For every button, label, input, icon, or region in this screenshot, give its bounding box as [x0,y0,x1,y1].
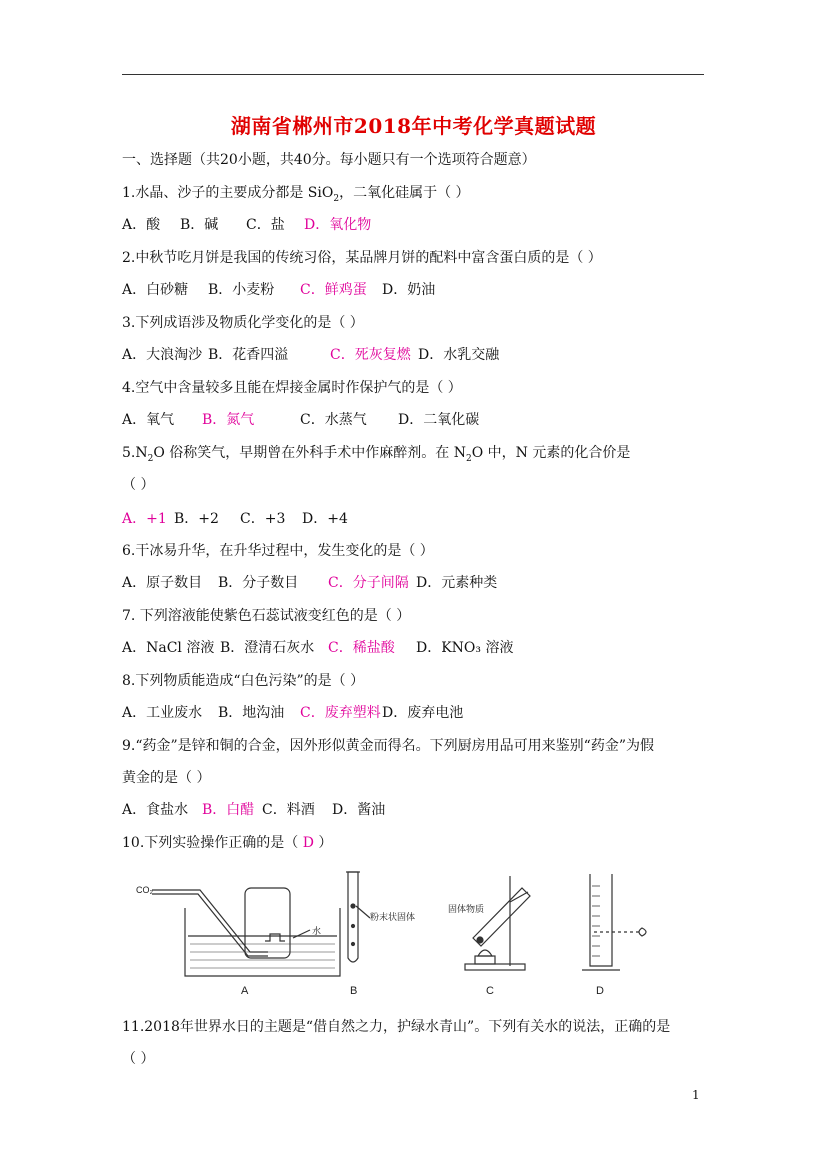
question-10-text-b: ） [313,835,333,851]
option-d: D．元素种类 [416,575,498,591]
apparatus-d [582,874,646,970]
question-9: 9.“药金”是锌和铜的合金，因外形似黄金而得名。下列厨房用品可用来鉴别“药金”为假 [122,738,654,754]
question-6-options [122,573,497,593]
question-1 [122,183,470,209]
option-a: A．酸 [122,217,161,233]
option-a: A．原子数目 [122,575,203,591]
question-9-options [122,800,385,820]
lab-apparatus-figure [130,866,670,1000]
option-c-answer: C．分子间隔 [328,575,409,591]
header-rule [122,74,704,75]
option-b: B．碱 [180,217,219,233]
question-2: 2.中秋节吃月饼是我国的传统习俗，某品牌月饼的配料中富含蛋白质的是（ ） [122,250,602,266]
label-c: C [486,985,494,997]
label-water: 水 [312,926,322,936]
option-a: A．氧气 [122,412,175,428]
question-8: 8.下列物质能造成“白色污染”的是（ ） [122,673,365,689]
option-a: A．NaCl 溶液 [122,640,215,656]
question-6: 6.干冰易升华，在升华过程中，发生变化的是（ ） [122,543,434,559]
question-10-answer: D [302,835,314,851]
section-heading: 一、选择题（共20小题，共40分。每小题只有一个选项符合题意） [122,152,536,168]
option-a: A．白砂糖 [122,282,189,298]
option-b: B．分子数目 [218,575,299,591]
option-b: B．+2 [174,511,219,527]
label-a: A [241,985,249,997]
label-co2: CO₂ [136,885,153,895]
option-b: B．澄清石灰水 [220,640,315,656]
question-2-options [122,280,435,300]
question-1-options [122,215,371,235]
option-a-answer: A．+1 [122,511,167,527]
option-d: D．废弃电池 [382,705,464,721]
question-4-options [122,410,479,430]
option-b-answer: B．氮气 [202,412,255,428]
question-5-subscript-1: 2 [147,453,154,464]
option-a: A．食盐水 [122,802,189,818]
question-3-options [122,345,499,365]
page-title: 湖南省郴州市2018年中考化学真题试题 [230,114,597,138]
question-7: 7. 下列溶液能使紫色石蕊试液变红色的是（ ） [122,608,411,624]
option-d: D．奶油 [382,282,436,298]
option-d: D．二氧化碳 [398,412,480,428]
option-d-answer: D．氧化物 [304,217,372,233]
option-d: D．KNO₃ 溶液 [416,640,514,656]
question-5-options [122,509,348,529]
option-b: B．小麦粉 [208,282,275,298]
question-5-text-c: O 中，N 元素的化合价是 [471,445,631,461]
option-d: D．酱油 [332,802,386,818]
question-11-paren: （ ） [122,1051,155,1067]
question-5-paren: （ ） [122,477,155,493]
question-7-options [122,638,513,658]
question-5-text-a: 5.N [122,445,148,461]
label-powder: 粉末状固体 [370,912,416,922]
question-1-text-a: 1.水晶、沙子的主要成分都是 SiO [122,185,334,201]
question-8-options [122,703,463,723]
option-c-answer: C．稀盐酸 [328,640,395,656]
apparatus-b [346,872,370,962]
option-c: C．盐 [246,217,285,233]
apparatus-c [465,876,530,970]
option-a: A．工业废水 [122,705,203,721]
label-b: B [350,985,358,997]
question-1-subscript: 2 [333,193,340,204]
question-3: 3.下列成语涉及物质化学变化的是（ ） [122,315,364,331]
question-9-cont: 黄金的是（ ） [122,770,211,786]
option-d: D．+4 [302,511,348,527]
label-d: D [596,985,604,997]
option-c: C．料酒 [262,802,315,818]
question-5-text-b: O 俗称笑气，早期曾在外科手术中作麻醉剂。在 N [153,445,466,461]
option-c-answer: C．鲜鸡蛋 [300,282,367,298]
question-5-subscript-2: 2 [465,453,472,464]
option-c-answer: C．废弃塑料 [300,705,381,721]
page-number: 1 [692,1088,700,1102]
question-1-text-b: ，二氧化硅属于（ ） [339,185,470,201]
option-b-answer: B．白醋 [202,802,255,818]
option-b: B．花香四溢 [208,347,289,363]
option-c-answer: C．死灰复燃 [330,347,411,363]
question-10-text-a: 10.下列实验操作正确的是（ [122,835,303,851]
option-d: D．水乳交融 [418,347,500,363]
option-a: A．大浪淘沙 [122,347,203,363]
question-5 [122,443,630,469]
option-b: B．地沟油 [218,705,285,721]
label-solid: 固体物质 [448,904,485,914]
option-c: C．水蒸气 [300,412,367,428]
option-c: C．+3 [240,511,286,527]
question-11: 11.2018年世界水日的主题是“借自然之力，护绿水青山”。下列有关水的说法，正确的是 [122,1019,671,1035]
question-10 [122,833,332,853]
question-4: 4.空气中含量较多且能在焊接金属时作保护气的是（ ） [122,380,462,396]
